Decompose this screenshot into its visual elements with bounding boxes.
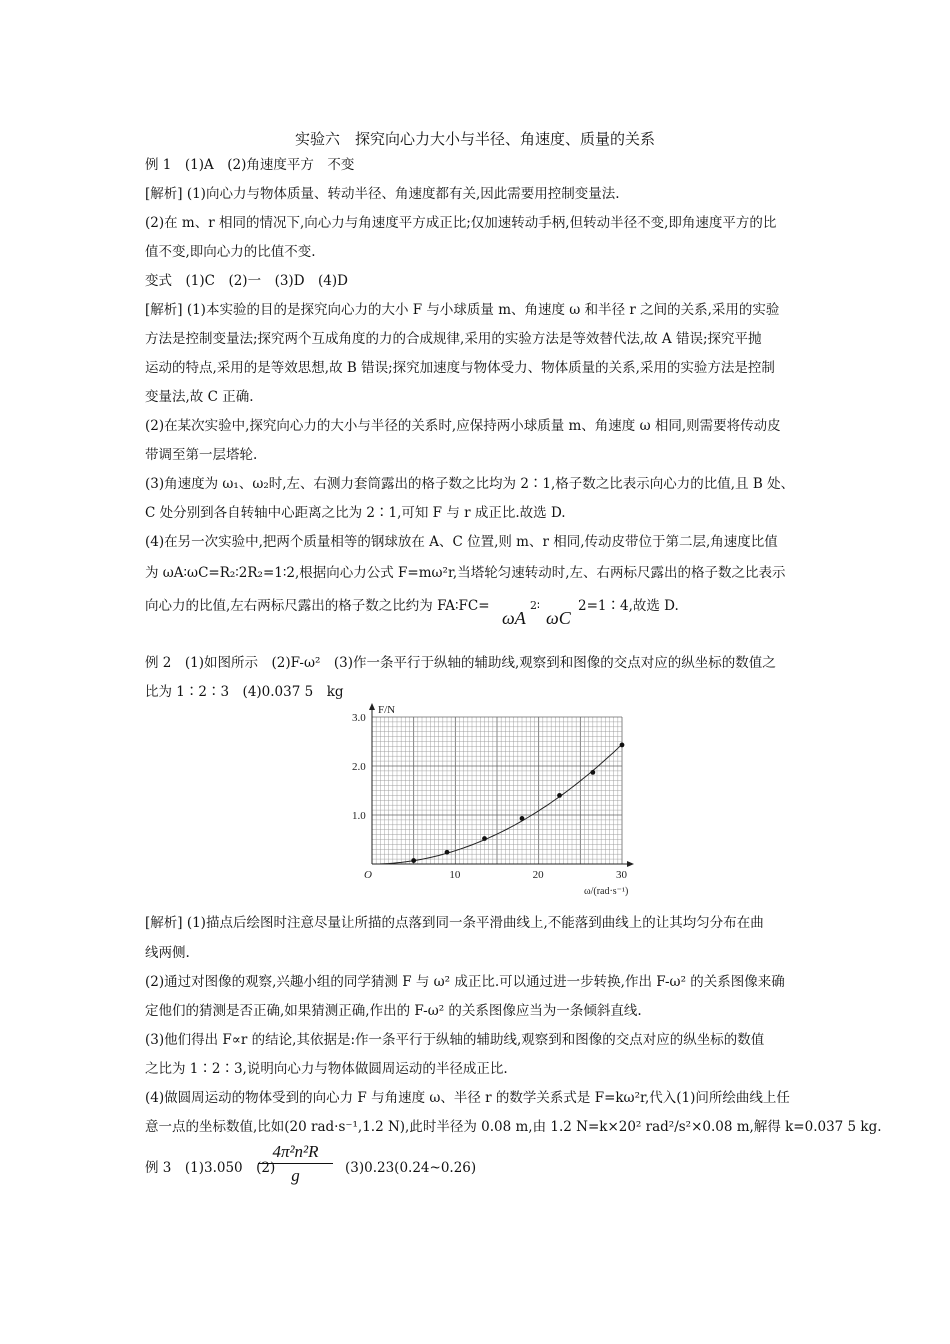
analysis-line: (3)角速度为 ω₁、ω₂时,左、右测力套筒露出的格子数之比均为 2∶1,格子数之比表示向心力的比值,且 B 处、: [145, 476, 795, 492]
formula-numerator: 4π²n²R: [258, 1142, 333, 1164]
analysis-line: (2)通过对图像的观察,兴趣小组的同学猜测 F 与 ω² 成正比.可以通过进一步转换,作出 F-ω² 的关系图像来确: [145, 974, 785, 990]
y-tick-label: 2.0: [352, 761, 366, 773]
variant-answer: 变式 (1)C (2)一 (3)D (4)D: [145, 273, 348, 289]
analysis-line: (2)在某次实验中,探究向心力的大小与半径的关系时,应保持两小球质量 m、角速度 ω 相同,则需要将传动皮: [145, 418, 781, 434]
analysis-line: 定他们的猜测是否正确,如果猜测正确,作出的 F-ω² 的关系图像应当为一条倾斜直线.: [145, 1003, 642, 1019]
chart-grid: [372, 717, 622, 864]
data-point: [482, 836, 487, 841]
analysis-line: (2)在 m、r 相同的情况下,向心力与角速度平方成正比;仅加速转动手柄,但转动半径不变,即角速度平方的比: [145, 215, 777, 231]
analysis-line: 为 ωA∶ωC=R₂∶2R₂=1∶2,根据向心力公式 F=mω²r,当塔轮匀速转动时,左、右两标尺露出的格子数之比表示: [145, 565, 786, 581]
y-tick-label: 3.0: [352, 712, 366, 724]
analysis-line: [解析] (1)本实验的目的是探究向心力的大小 F 与小球质量 m、角速度 ω 和半径 r 之间的关系,采用的实验: [145, 302, 780, 318]
x-tick-label: 10: [449, 869, 461, 881]
x-tick-label: 30: [616, 869, 627, 881]
analysis-line: (4)在另一次实验中,把两个质量相等的钢球放在 A、C 位置,则 m、r 相同,传动皮带位于第二层,角速度比值: [145, 534, 778, 550]
analysis-line: 值不变,即向心力的比值不变.: [145, 244, 316, 260]
data-point: [620, 743, 625, 748]
y-tick-label: 1.0: [352, 810, 366, 822]
omega-a-symbol: ωA: [502, 608, 526, 628]
data-point: [520, 816, 525, 821]
origin-label: O: [364, 869, 372, 881]
x-axis-arrow: [627, 861, 634, 867]
force-omega-chart: [330, 700, 629, 900]
analysis-line: [解析] (1)描点后绘图时注意尽量让所描的点落到同一条平滑曲线上,不能落到曲线上的让其均匀分布在曲: [145, 915, 764, 931]
omega-c-symbol: ωC: [546, 608, 571, 628]
data-point: [411, 858, 416, 863]
x-axis-label: ω/(rad·s⁻¹): [584, 886, 629, 897]
analysis-line: 方法是控制变量法;探究两个互成角度的力的合成规律,采用的实验方法是等效替代法,故 A 错误;探究平抛: [145, 331, 762, 347]
document-title: 实验六 探究向心力大小与半径、角速度、质量的关系: [294, 130, 655, 148]
ratio-result: 2=1∶4,故选 D.: [578, 598, 679, 614]
analysis-line: [解析] (1)向心力与物体质量、转动半径、角速度都有关,因此需要用控制变量法.: [145, 186, 620, 202]
data-point: [590, 770, 595, 775]
ratio-exponent-a: 2∶: [530, 599, 540, 612]
formula-denominator: g: [291, 1166, 300, 1185]
analysis-line: 运动的特点,采用的是等效思想,故 B 错误;探究加速度与物体受力、物体质量的关系,采用的实验方法是控制: [145, 360, 775, 376]
analysis-line: (4)做圆周运动的物体受到的向心力 F 与角速度 ω、半径 r 的数学关系式是 F=kω²r,代入(1)问所绘曲线上任: [145, 1090, 790, 1106]
example-2-answer: 比为 1∶2∶3 (4)0.037 5 kg: [145, 684, 344, 700]
formula-fraction: [258, 1142, 333, 1186]
analysis-line: (3)他们得出 F∝r 的结论,其依据是:作一条平行于纵轴的辅助线,观察到和图像的交点对应的纵坐标的数值: [145, 1032, 765, 1048]
analysis-line: C 处分别到各自转轴中心距离之比为 2∶1,可知 F 与 r 成正比.故选 D.: [145, 505, 566, 521]
analysis-line: 线两侧.: [145, 945, 190, 961]
example-2-answer: 例 2 (1)如图所示 (2)F-ω² (3)作一条平行于纵轴的辅助线,观察到和图像的交点对应的纵坐标的数值之: [145, 655, 776, 671]
y-axis-label: F/N: [378, 704, 396, 716]
example-3-answer-tail: (3)0.23(0.24~0.26): [345, 1160, 477, 1176]
data-point: [557, 793, 562, 798]
example-3-answer: 例 3 (1)3.050 (2): [145, 1160, 276, 1176]
x-tick-label: 20: [532, 869, 544, 881]
chart-axes: [369, 703, 634, 867]
analysis-line: 向心力的比值,左右两标尺露出的格子数之比约为 FA∶FC=: [145, 598, 490, 614]
example-1-answer: 例 1 (1)A (2)角速度平方 不变: [145, 157, 355, 173]
analysis-line: 意一点的坐标数值,比如(20 rad·s⁻¹,1.2 N),此时半径为 0.08 m,由 1.2 N=k×20² rad²/s²×0.08 m,解得 k=0.037 5 kg.: [145, 1119, 882, 1135]
y-axis-arrow: [369, 703, 375, 710]
analysis-line: 之比为 1∶2∶3,说明向心力与物体做圆周运动的半径成正比.: [145, 1061, 508, 1077]
data-point: [445, 850, 450, 855]
analysis-line: 变量法,故 C 正确.: [145, 389, 254, 405]
analysis-line: 带调至第一层塔轮.: [145, 447, 258, 463]
